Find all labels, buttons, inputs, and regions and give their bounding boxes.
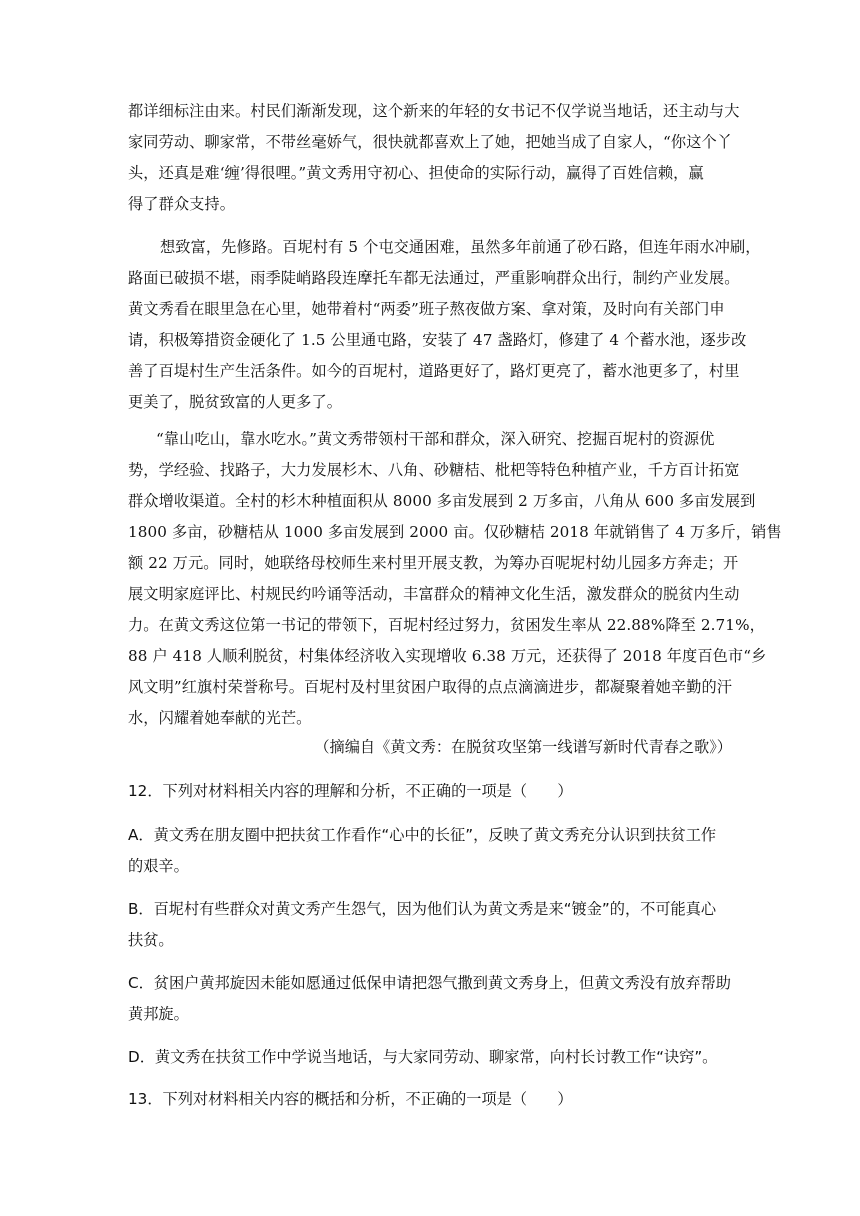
- paragraph-1-line: 得了群众支持。: [128, 195, 236, 213]
- paragraph-2-line: 黄文秀看在眼里急在心里，她带着村“两委”班子熬夜做方案、拿对策，及时向有关部门申: [128, 300, 725, 318]
- paragraph-3-line: 力。在黄文秀这位第一书记的带领下，百坭村经过努力，贫困发生率从 22.88%降至 2.71%，: [128, 616, 765, 634]
- option-a-line: 的艰辛。: [128, 857, 189, 875]
- question-12-option-a: [128, 820, 732, 882]
- paragraph-1-line: 都详细标注由来。村民们渐渐发现，这个新来的年轻的女书记不仅学说当地话，还主动与大: [128, 102, 740, 120]
- paragraph-1: [128, 96, 740, 220]
- question-12-stem-text: 12．下列对材料相关内容的理解和分析，不正确的一项是（ ）: [128, 782, 573, 800]
- source-citation: （摘编自《黄文秀：在脱贫攻坚第一线谱写新时代青春之歌》）: [314, 738, 732, 756]
- option-c-line: 黄邦旋。: [128, 1005, 189, 1023]
- question-12-option-c: [128, 968, 732, 1030]
- option-c-line: C．贫困户黄邦旋因未能如愿通过低保申请把怨气撒到黄文秀身上，但黄文秀没有放弃帮助: [128, 974, 731, 992]
- option-b-line: 扶贫。: [128, 931, 174, 949]
- paragraph-2-line: 想致富，先修路。百坭村有 5 个屯交通困难，虽然多年前通了砂石路，但连年雨水冲刷，: [160, 238, 761, 256]
- paragraph-3-line: 群众增收渠道。全村的杉木种植面积从 8000 多亩发展到 2 万多亩，八角从 600 多亩发展到: [128, 492, 756, 510]
- paragraph-2-line: 更美了，脱贫致富的人更多了。: [128, 393, 343, 411]
- question-13-stem-text: 13．下列对材料相关内容的概括和分析，不正确的一项是（ ）: [128, 1090, 573, 1108]
- paragraph-3: [128, 424, 782, 734]
- option-a-line: A．黄文秀在朋友圈中把扶贫工作看作“心中的长征”，反映了黄文秀充分认识到扶贫工作: [128, 826, 717, 844]
- paragraph-3-line: 展文明家庭评比、村规民约吟诵等活动，丰富群众的精神文化生活，激发群众的脱贫内生动: [128, 585, 740, 603]
- question-13-stem: [128, 1084, 732, 1115]
- option-b-line: B．百坭村有些群众对黄文秀产生怨气，因为他们认为黄文秀是来“镀金”的，不可能真心: [128, 900, 717, 918]
- paragraph-3-line: 风文明”红旗村荣誉称号。百坭村及村里贫困户取得的点点滴滴进步，都凝聚着她辛勤的汗: [128, 678, 733, 696]
- paragraph-3-line: 水，闪耀着她奉献的光芒。: [128, 709, 312, 727]
- paragraph-3-line: “靠山吃山，靠水吃水。”黄文秀带领村干部和群众，深入研究、挖掘百坭村的资源优: [156, 430, 715, 448]
- paragraph-1-line: 家同劳动、聊家常，不带丝毫娇气，很快就都喜欢上了她，把她当成了自家人，“你这个丫: [128, 133, 733, 151]
- question-12-option-b: [128, 894, 732, 956]
- paragraph-2-line: 请，积极筹措资金硬化了 1.5 公里通屯路，安装了 47 盏路灯，修建了 4 个蓄水池，逐步改: [128, 331, 747, 349]
- paragraph-2-line: 路面已破损不堪，雨季陡峭路段连摩托车都无法通过，严重影响群众出行，制约产业发展。: [128, 269, 740, 287]
- question-12-option-d: [128, 1042, 732, 1073]
- paragraph-2: [128, 232, 761, 418]
- paragraph-3-line: 势，学经验、找路子，大力发展杉木、八角、砂糖桔、枇杷等特色种植产业，千方百计拓宽: [128, 461, 740, 479]
- paragraph-3-line: 1800 多亩，砂糖桔从 1000 多亩发展到 2000 亩。仅砂糖桔 2018 年就销售了 4 万多斤，销售: [128, 523, 782, 541]
- paragraph-1-line: 头，还真是难‘缠’得很哩。”黄文秀用守初心、担使命的实际行动，赢得了百姓信赖，赢: [128, 164, 704, 182]
- paragraph-2-line: 善了百堤村生产生活条件。如今的百坭村，道路更好了，路灯更亮了，蓄水池更多了，村里: [128, 362, 740, 380]
- paragraph-3-line: 额 22 万元。同时，她联络母校师生来村里开展支教，为筹办百呢坭村幼儿园多方奔走；开: [128, 554, 739, 572]
- question-12-stem: [128, 776, 732, 807]
- paragraph-3-line: 88 户 418 人顺利脱贫，村集体经济收入实现增收 6.38 万元，还获得了 2018 年度百色市“乡: [128, 647, 767, 665]
- option-d-line: D．黄文秀在扶贫工作中学说当地话，与大家同劳动、聊家常，向村长讨教工作“诀窍”。: [128, 1048, 718, 1066]
